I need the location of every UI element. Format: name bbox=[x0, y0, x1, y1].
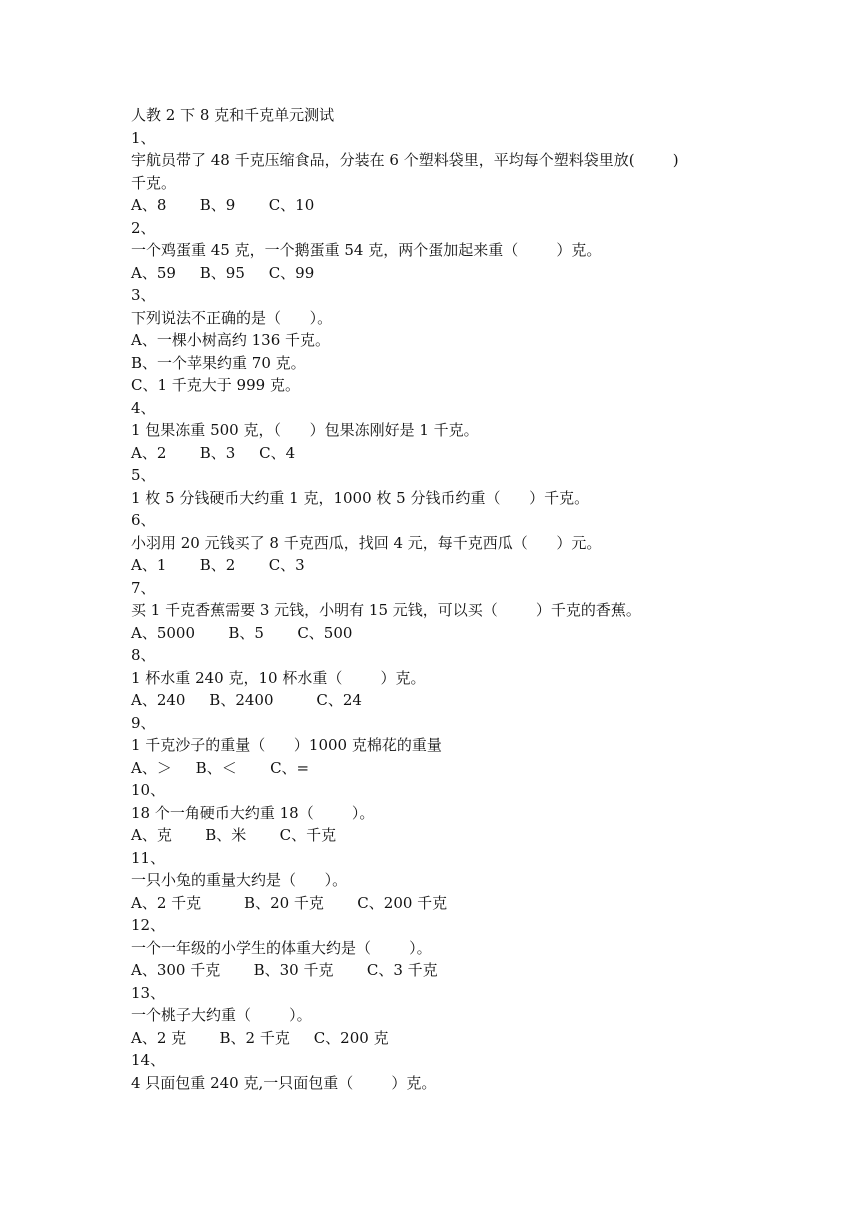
question-stem: 4 只面包重 240 克,一只面包重（ ）克。 bbox=[131, 1073, 437, 1092]
question-options: A、5000 B、5 C、500 bbox=[131, 623, 353, 642]
question-option-a: A、一棵小树高约 136 千克。 bbox=[131, 331, 331, 349]
question-stem: 1 枚 5 分钱硬币大约重 1 克，1000 枚 5 分钱币约重（ ）千克。 bbox=[131, 488, 590, 507]
question-option-b: B、一个苹果约重 70 克。 bbox=[131, 353, 306, 372]
question-options: A、240 B、2400 C、24 bbox=[131, 691, 362, 709]
question-number: 8、 bbox=[131, 646, 156, 664]
question-stem: 1 包果冻重 500 克，（ ）包果冻刚好是 1 千克。 bbox=[131, 421, 479, 439]
question-option-c: C、1 千克大于 999 克。 bbox=[131, 376, 300, 394]
question-stem: 买 1 千克香蕉需要 3 元钱，小明有 15 元钱，可以买（ ）千克的香蕉。 bbox=[131, 601, 641, 619]
document-content bbox=[131, 104, 751, 1094]
question-number: 13、 bbox=[131, 983, 166, 1002]
question-options: A、59 B、95 C、99 bbox=[131, 263, 315, 282]
question-number: 6、 bbox=[131, 511, 156, 529]
question-number: 5、 bbox=[131, 466, 156, 484]
document-title: 人教 2 下 8 克和千克单元测试 bbox=[131, 106, 335, 124]
question-options: A、8 B、9 C、10 bbox=[131, 196, 315, 214]
question-options: A、2 千克 B、20 千克 C、200 千克 bbox=[131, 893, 448, 912]
question-stem: 一个桃子大约重（ ）。 bbox=[131, 1006, 312, 1024]
question-stem: 一只小兔的重量大约是（ ）。 bbox=[131, 871, 348, 889]
question-number: 7、 bbox=[131, 578, 156, 597]
question-number: 3、 bbox=[131, 286, 156, 304]
question-options: A、1 B、2 C、3 bbox=[131, 556, 305, 574]
question-stem-continuation: 千克。 bbox=[131, 173, 177, 192]
question-options: A、克 B、米 C、千克 bbox=[131, 826, 337, 844]
question-number: 4、 bbox=[131, 398, 156, 417]
question-options: A、2 B、3 C、4 bbox=[131, 443, 296, 462]
question-number: 2、 bbox=[131, 218, 156, 237]
question-stem: 一个鸡蛋重 45 克，一个鹅蛋重 54 克，两个蛋加起来重（ ）克。 bbox=[131, 241, 602, 259]
question-stem: 一个一年级的小学生的体重大约是（ ）。 bbox=[131, 938, 432, 957]
question-stem: 小羽用 20 元钱买了 8 千克西瓜，找回 4 元，每千克西瓜（ ）元。 bbox=[131, 533, 602, 552]
question-number: 1、 bbox=[131, 128, 156, 147]
question-stem: 1 杯水重 240 克，10 杯水重（ ）克。 bbox=[131, 668, 426, 687]
question-stem: 1 千克沙子的重量（ ）1000 克棉花的重量 bbox=[131, 736, 442, 754]
question-number: 12、 bbox=[131, 916, 166, 934]
question-options: A、2 克 B、2 千克 C、200 克 bbox=[131, 1028, 389, 1047]
question-number: 11、 bbox=[131, 848, 166, 867]
question-stem: 18 个一角硬币大约重 18（ ）。 bbox=[131, 803, 375, 822]
question-options: A、300 千克 B、30 千克 C、3 千克 bbox=[131, 961, 438, 979]
question-options: A、＞ B、＜ C、= bbox=[131, 758, 310, 777]
question-stem: 下列说法不正确的是（ ）。 bbox=[131, 308, 333, 327]
question-number: 14、 bbox=[131, 1051, 166, 1069]
question-number: 10、 bbox=[131, 781, 166, 799]
question-stem: 宇航员带了 48 千克压缩食品，分装在 6 个塑料袋里，平均每个塑料袋里放( ) bbox=[131, 151, 679, 169]
question-number: 9、 bbox=[131, 713, 156, 732]
